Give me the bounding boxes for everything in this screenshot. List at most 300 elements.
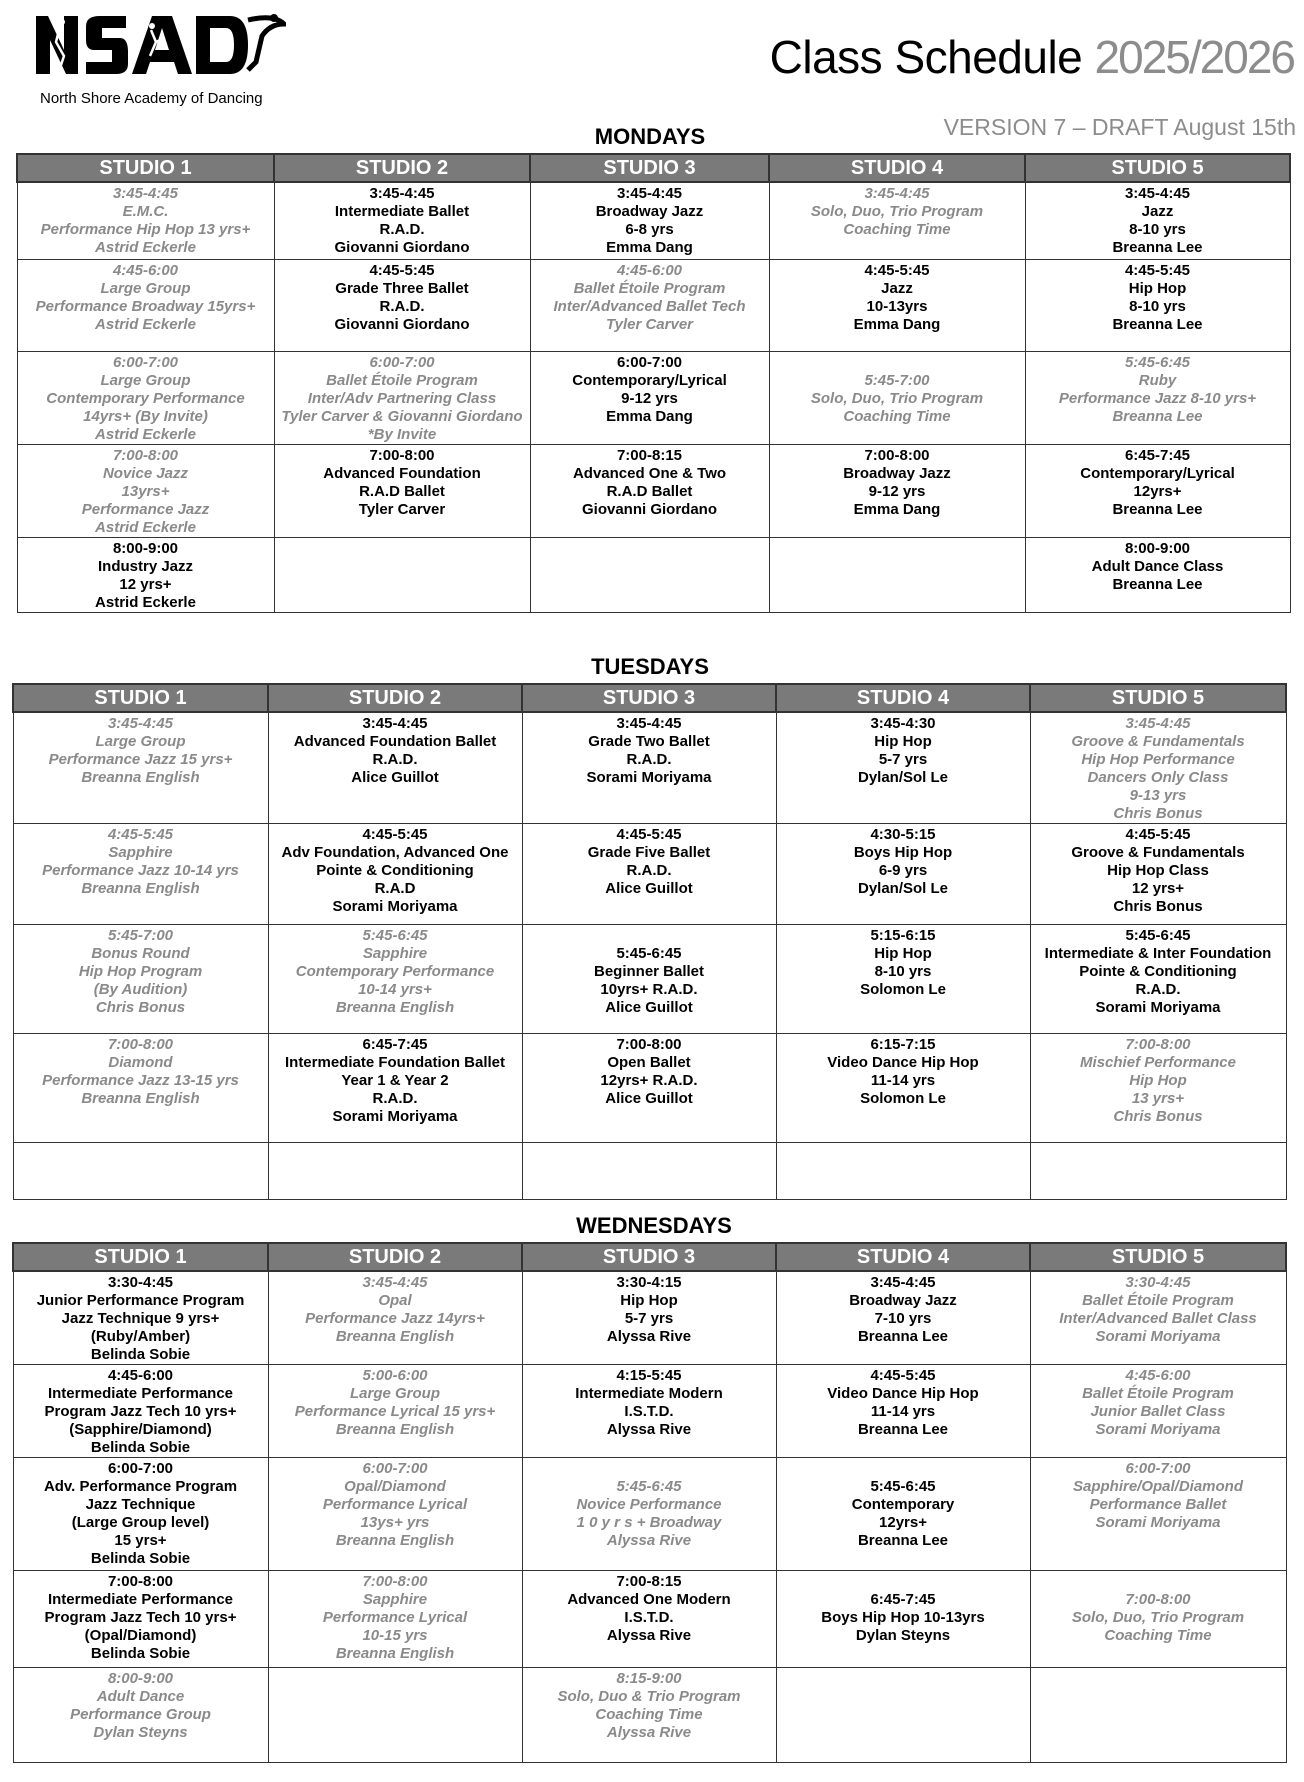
class-info-line: I.S.T.D. [624,1609,674,1626]
class-info-line: Sorami Moriyama [1095,1421,1221,1438]
class-time: 5:15-6:15 [870,927,936,944]
class-info-line: Groove & Fundamentals [1071,733,1245,750]
time-slot-row [13,712,1286,824]
class-cell [1025,182,1290,260]
class-info-line: Sorami Moriyama [332,898,458,915]
class-info-line: Performance Jazz [81,501,210,518]
class-time: 5:45-6:45 [1124,354,1191,371]
class-info-line: Emma Dang [853,501,941,518]
class-info-line: Contemporary [851,1496,955,1513]
class-info-line: Breanna English [335,1532,455,1549]
class-info-line: Bonus Round [91,945,190,962]
class-time: 3:45-4:45 [616,185,683,202]
empty-cell [1030,1668,1286,1763]
class-info-line: Breanna Lee [857,1421,949,1438]
class-info-line: Alice Guillot [351,769,439,786]
class-time: 4:45-6:00 [616,262,683,279]
class-info-line: Opal/Diamond [344,1478,446,1495]
class-time: 8:15-9:00 [616,1670,682,1687]
class-time: 7:00-8:00 [107,1573,174,1590]
class-info-line: Alyssa Rive [606,1421,692,1438]
class-time: 4:45-5:45 [369,262,435,279]
class-info-line: Coaching Time [595,1706,703,1723]
class-info-line: Tyler Carver & Giovanni Giordano [281,408,523,425]
class-info-line: Adult Dance Class [1091,558,1224,575]
time-slot-row [13,925,1286,1034]
class-info-line: (By Audition) [93,981,188,998]
class-info-line: Performance Jazz 8-10 yrs+ [1058,390,1257,407]
class-cell [522,925,776,1034]
class-time: 4:45-6:00 [107,1367,174,1384]
class-time: 3:45-4:45 [362,1274,428,1291]
empty-cell [776,1668,1030,1763]
class-info-line: Contemporary/Lyrical [572,372,727,389]
class-cell [268,1271,522,1365]
class-time: 7:00-8:00 [864,447,930,464]
class-time: 6:00-7:00 [616,354,683,371]
class-time: 3:45-4:45 [864,185,930,202]
class-time: 6:15-7:15 [870,1036,936,1053]
class-time: 7:00-8:00 [369,447,435,464]
class-info-line: Advanced Foundation [323,465,481,482]
class-info-line: Hip Hop [874,733,932,750]
class-cell [13,925,268,1034]
class-info-line: 12 yrs+ [1131,880,1185,897]
class-info-line: Emma Dang [853,316,941,333]
class-cell [274,260,530,352]
class-time: 7:00-8:00 [616,1036,682,1053]
class-info-line: Ruby [1138,372,1177,389]
class-info-line: Solo, Duo, Trio Program [810,390,984,407]
time-slot-row [13,824,1286,925]
time-slot-row [17,352,1290,445]
class-info-line: 5-7 yrs [878,751,928,768]
class-info-line: Open Ballet [607,1054,691,1071]
studio-header: STUDIO 5 [1025,154,1290,182]
class-info-line: 11-14 yrs [870,1403,936,1420]
studio-header: STUDIO 3 [522,684,776,712]
schedule-table [12,1242,1287,1763]
class-info-line: Sorami Moriyama [1095,1328,1221,1345]
class-info-line: Belinda Sobie [90,1439,191,1456]
class-info-line: 8-10 yrs [1129,298,1186,315]
class-info-line: Large Group [100,372,191,389]
class-info-line: R.A.D. [379,298,425,315]
class-info-line: Performance Group [70,1706,211,1723]
class-time: 6:45-7:45 [1124,447,1191,464]
class-info-line: Hip Hop [1129,1072,1187,1089]
title-year: 2025/2026 [1094,31,1294,83]
class-info-line: Dylan/Sol Le [857,880,949,897]
class-info-line: Opal [378,1292,412,1309]
empty-cell [13,1143,268,1200]
class-time: 3:45-4:45 [870,1274,936,1291]
class-info-line: Hip Hop Program [78,963,203,980]
class-time: 4:45-5:45 [864,262,930,279]
class-cell [268,1571,522,1668]
class-cell [776,1034,1030,1143]
empty-cell [268,1143,522,1200]
class-cell [776,712,1030,824]
class-time: 6:00-7:00 [362,1460,428,1477]
class-info-line: Solo, Duo, Trio Program [810,203,984,220]
class-info-line: Belinda Sobie [90,1346,191,1363]
class-info-line: Large Group [100,280,191,297]
class-cell [13,824,268,925]
class-time: 5:45-6:45 [616,945,682,962]
class-info-line: 6-8 yrs [625,221,674,238]
studio-header: STUDIO 5 [1030,1243,1286,1271]
class-cell [13,1571,268,1668]
class-info-line: 8-10 yrs [1129,221,1186,238]
class-time: 4:45-5:45 [362,826,428,843]
class-cell [17,538,274,613]
class-info-line: Contemporary/Lyrical [1080,465,1235,482]
class-info-line: Alyssa Rive [606,1724,692,1741]
class-info-line: I.S.T.D. [624,1403,674,1420]
class-cell [1025,538,1290,613]
class-info-line: Intermediate Ballet [334,203,470,220]
class-info-line: Chris Bonus [1113,805,1203,822]
class-cell [776,925,1030,1034]
class-info-line: Dancers Only Class [1087,769,1229,786]
class-info-line: Tyler Carver [606,316,693,333]
class-info-line: Beginner Ballet [593,963,705,980]
class-info-line: Boys Hip Hop 10-13yrs [821,1609,985,1626]
title-main: Class Schedule [769,31,1083,83]
class-info-line: Grade Five Ballet [587,844,711,861]
class-time: 3:45-4:45 [616,715,682,732]
class-info-line: Breanna English [335,1421,455,1438]
class-info-line: Boys Hip Hop [853,844,953,861]
time-slot-row [13,1668,1286,1763]
class-info-line: Breanna Lee [857,1532,949,1549]
class-info-line: Novice Jazz [102,465,189,482]
class-cell [17,182,274,260]
class-info-line: Intermediate Modern [575,1385,723,1402]
class-info-line: (Large Group level) [71,1514,210,1531]
class-info-line: Sorami Moriyama [586,769,712,786]
class-cell [1025,260,1290,352]
studio-header: STUDIO 4 [776,1243,1030,1271]
class-time: 3:45-4:45 [1125,715,1191,732]
class-time: 8:00-9:00 [1124,540,1191,557]
class-info-line: Adv Foundation, Advanced One [281,844,509,861]
empty-cell [268,1668,522,1763]
class-time: 3:30-4:15 [616,1274,682,1291]
class-time: 6:00-7:00 [369,354,435,371]
studio-header: STUDIO 1 [13,684,268,712]
class-time: 4:45-5:45 [1125,826,1191,843]
class-info-line: 11-14 yrs [870,1072,936,1089]
class-info-line: Astrid Eckerle [95,519,196,536]
class-cell [268,712,522,824]
class-cell [1025,445,1290,538]
class-info-line: Astrid Eckerle [95,594,196,611]
class-cell [1030,1571,1286,1668]
class-info-line: Diamond [108,1054,173,1071]
studio-header: STUDIO 3 [530,154,769,182]
time-slot-row [17,260,1290,352]
class-info-line: Adult Dance [96,1688,185,1705]
class-info-line: Breanna Lee [1112,501,1203,518]
class-time: 7:00-8:00 [107,1036,174,1053]
class-info-line: Alice Guillot [605,1090,693,1107]
class-time: 4:30-5:15 [870,826,936,843]
studio-header: STUDIO 1 [17,154,274,182]
class-cell [522,1668,776,1763]
class-info-line: Sapphire [108,844,173,861]
class-info-line: Breanna Lee [1112,408,1203,425]
class-info-line: 9-13 yrs [1129,787,1187,804]
class-info-line: Ballet Étoile Program [326,372,478,389]
class-cell [530,445,769,538]
class-cell [13,1365,268,1458]
class-info-line: Inter/Adv Partnering Class [307,390,497,407]
class-cell [13,712,268,824]
class-info-line: Breanna Lee [1112,576,1203,593]
class-info-line: Astrid Eckerle [95,239,196,256]
class-time: 5:45-6:45 [1125,927,1191,944]
class-time: 3:45-4:30 [870,715,936,732]
class-info-line: Jazz Technique [85,1496,196,1513]
class-time: 6:45-7:45 [362,1036,428,1053]
class-info-line: Chris Bonus [1113,1108,1203,1125]
class-cell [530,182,769,260]
class-info-line: 7-10 yrs [874,1310,932,1327]
class-info-line: Pointe & Conditioning [1079,963,1237,980]
class-time: 5:45-7:00 [107,927,174,944]
schedule-table [16,153,1291,613]
class-info-line: Junior Ballet Class [1090,1403,1226,1420]
class-info-line: Alyssa Rive [606,1532,692,1549]
document-title [770,30,1294,84]
empty-cell [530,538,769,613]
class-info-line: Breanna Lee [857,1328,949,1345]
class-info-line: Breanna Lee [1112,239,1203,256]
class-time: 5:45-6:45 [870,1478,936,1495]
class-cell [1030,925,1286,1034]
class-info-line: Coaching Time [843,221,951,238]
class-cell [776,1271,1030,1365]
class-info-line: Year 1 & Year 2 [341,1072,449,1089]
class-cell [1030,824,1286,925]
class-info-line: R.A.D. [372,751,418,768]
class-cell [776,824,1030,925]
class-info-line: Large Group [349,1385,440,1402]
class-info-line: Grade Two Ballet [588,733,710,750]
class-cell [17,352,274,445]
class-cell [17,260,274,352]
studio-header: STUDIO 1 [13,1243,268,1271]
class-info-line: R.A.D. [379,221,425,238]
studio-header: STUDIO 2 [268,684,522,712]
class-info-line: Sorami Moriyama [332,1108,458,1125]
time-slot-row [13,1365,1286,1458]
time-slot-row [17,445,1290,538]
class-cell [13,1458,268,1571]
studio-header: STUDIO 2 [268,1243,522,1271]
class-info-line: (Ruby/Amber) [90,1328,191,1345]
class-info-line: Sapphire [362,1591,428,1608]
class-info-line: Performance Lyrical [322,1496,468,1513]
day-title: TUESDAYS [591,654,709,679]
class-info-line: *By Invite [367,426,437,443]
class-cell [776,1458,1030,1571]
time-slot-row [13,1034,1286,1143]
class-info-line: Giovanni Giordano [581,501,717,518]
class-info-line: Performance Ballet [1089,1496,1227,1513]
class-info-line: E.M.C. [122,203,169,220]
class-info-line: Program Jazz Tech 10 yrs+ [44,1609,237,1626]
class-info-line: Alice Guillot [605,880,693,897]
class-cell [530,260,769,352]
class-time: 5:45-6:45 [362,927,428,944]
class-info-line: Performance Lyrical 15 yrs+ [294,1403,496,1420]
class-info-line: Alyssa Rive [606,1627,692,1644]
class-info-line: 10yrs+ R.A.D. [600,981,698,998]
class-cell [268,925,522,1034]
class-info-line: Performance Broadway 15yrs+ [35,298,256,315]
class-time: 3:45-4:45 [1124,185,1191,202]
class-info-line: Dylan Steyns [93,1724,188,1741]
academy-name: North Shore Academy of Dancing [40,90,263,107]
class-info-line: Intermediate Performance [47,1591,234,1608]
version-label: VERSION 7 – DRAFT August 15th [943,114,1296,140]
class-cell [769,182,1025,260]
class-time: 4:45-5:45 [616,826,682,843]
class-info-line: Emma Dang [606,239,693,256]
class-info-line: Belinda Sobie [90,1550,191,1567]
class-info-line: Junior Performance Program [36,1292,245,1309]
class-info-line: Large Group [95,733,186,750]
class-info-line: Novice Performance [576,1496,722,1513]
class-info-line: Performance Jazz 13-15 yrs [42,1072,239,1089]
class-info-line: 10-13yrs [866,298,928,315]
class-info-line: Performance Jazz 15 yrs+ [48,751,233,768]
class-info-line: Coaching Time [843,408,951,425]
class-info-line: Ballet Étoile Program [1082,1292,1234,1309]
class-time: 8:00-9:00 [107,1670,174,1687]
class-cell [268,824,522,925]
class-time: 3:45-4:45 [112,185,179,202]
class-cell [776,1365,1030,1458]
class-info-line: Sapphire [362,945,428,962]
time-slot-row [13,1571,1286,1668]
class-time: 5:45-6:45 [616,1478,682,1495]
class-cell [530,352,769,445]
class-info-line: (Opal/Diamond) [84,1627,197,1644]
class-time: 4:45-5:45 [870,1367,936,1384]
class-info-line: Tyler Carver [358,501,446,518]
class-info-line: Contemporary Performance [295,963,495,980]
empty-cell [274,538,530,613]
class-info-line: Belinda Sobie [90,1645,191,1662]
class-info-line: Intermediate & Inter Foundation [1044,945,1272,962]
class-info-line: R.A.D. [372,1090,418,1107]
class-info-line: Breanna English [335,1328,455,1345]
day-title: WEDNESDAYS [576,1213,732,1238]
class-time: 4:45-6:00 [112,262,179,279]
class-info-line: 5-7 yrs [624,1310,674,1327]
class-info-line: Astrid Eckerle [95,426,196,443]
class-cell [769,260,1025,352]
class-info-line: Jazz Technique 9 yrs+ [61,1310,220,1327]
studio-header: STUDIO 5 [1030,684,1286,712]
class-info-line: R.A.D Ballet [606,483,693,500]
class-info-line: Hip Hop [620,1292,678,1309]
class-info-line: R.A.D. [626,862,672,879]
class-cell [1030,712,1286,824]
class-info-line: Advanced One & Two [572,465,727,482]
class-time: 7:00-8:00 [1125,1036,1191,1053]
empty-cell [776,1143,1030,1200]
class-info-line: Emma Dang [606,408,693,425]
class-info-line: Breanna English [81,880,200,897]
class-info-line: Jazz [1141,203,1174,220]
day-title: MONDAYS [594,124,706,149]
class-info-line: Hip Hop Class [1107,862,1209,879]
class-time: 7:00-8:00 [112,447,179,464]
class-info-line: 12yrs+ [879,1514,927,1531]
class-info-line: 15 yrs+ [114,1532,167,1549]
studio-header: STUDIO 2 [274,154,530,182]
class-info-line: 13 yrs+ [1131,1090,1185,1107]
class-time: 3:45-4:45 [107,715,174,732]
class-info-line: Performance Lyrical [322,1609,468,1626]
class-info-line: Chris Bonus [1113,898,1203,915]
class-info-line: Sapphire/Opal/Diamond [1072,1478,1244,1495]
class-info-line: Pointe & Conditioning [316,862,474,879]
class-info-line: 12 yrs+ [119,576,172,593]
class-time: 8:00-9:00 [112,540,179,557]
class-cell [522,1271,776,1365]
class-time: 3:45-4:45 [369,185,435,202]
time-slot-row [17,538,1290,613]
studio-header: STUDIO 4 [776,684,1030,712]
class-cell [1025,352,1290,445]
class-time: 7:00-8:15 [616,447,683,464]
class-info-line: Mischief Performance [1080,1054,1236,1071]
empty-cell [769,538,1025,613]
class-info-line: Ballet Étoile Program [1082,1385,1234,1402]
time-slot-row [13,1143,1286,1200]
class-time: 7:00-8:00 [362,1573,428,1590]
class-info-line: Solo, Duo & Trio Program [557,1688,741,1705]
class-info-line: 14yrs+ (By Invite) [83,408,208,425]
class-info-line: Breanna English [81,1090,200,1107]
class-info-line: Astrid Eckerle [95,316,196,333]
class-info-line: R.A.D [374,880,416,897]
class-info-line: Industry Jazz [97,558,194,575]
class-info-line: Ballet Étoile Program [573,280,726,297]
class-info-line: 13ys+ yrs [360,1514,430,1531]
class-info-line: Program Jazz Tech 10 yrs+ [44,1403,237,1420]
class-cell [522,1034,776,1143]
class-info-line: Solo, Duo, Trio Program [1071,1609,1245,1626]
class-cell [1030,1458,1286,1571]
class-info-line: Giovanni Giordano [334,239,470,256]
class-cell [1030,1034,1286,1143]
class-cell [268,1365,522,1458]
class-time: 4:45-5:45 [107,826,174,843]
schedule-table [12,683,1287,1200]
class-info-line: Advanced One Modern [567,1591,731,1608]
class-info-line: Dylan Steyns [855,1627,951,1644]
class-info-line: Intermediate Performance [47,1385,234,1402]
time-slot-row [13,1458,1286,1571]
class-cell [776,1571,1030,1668]
